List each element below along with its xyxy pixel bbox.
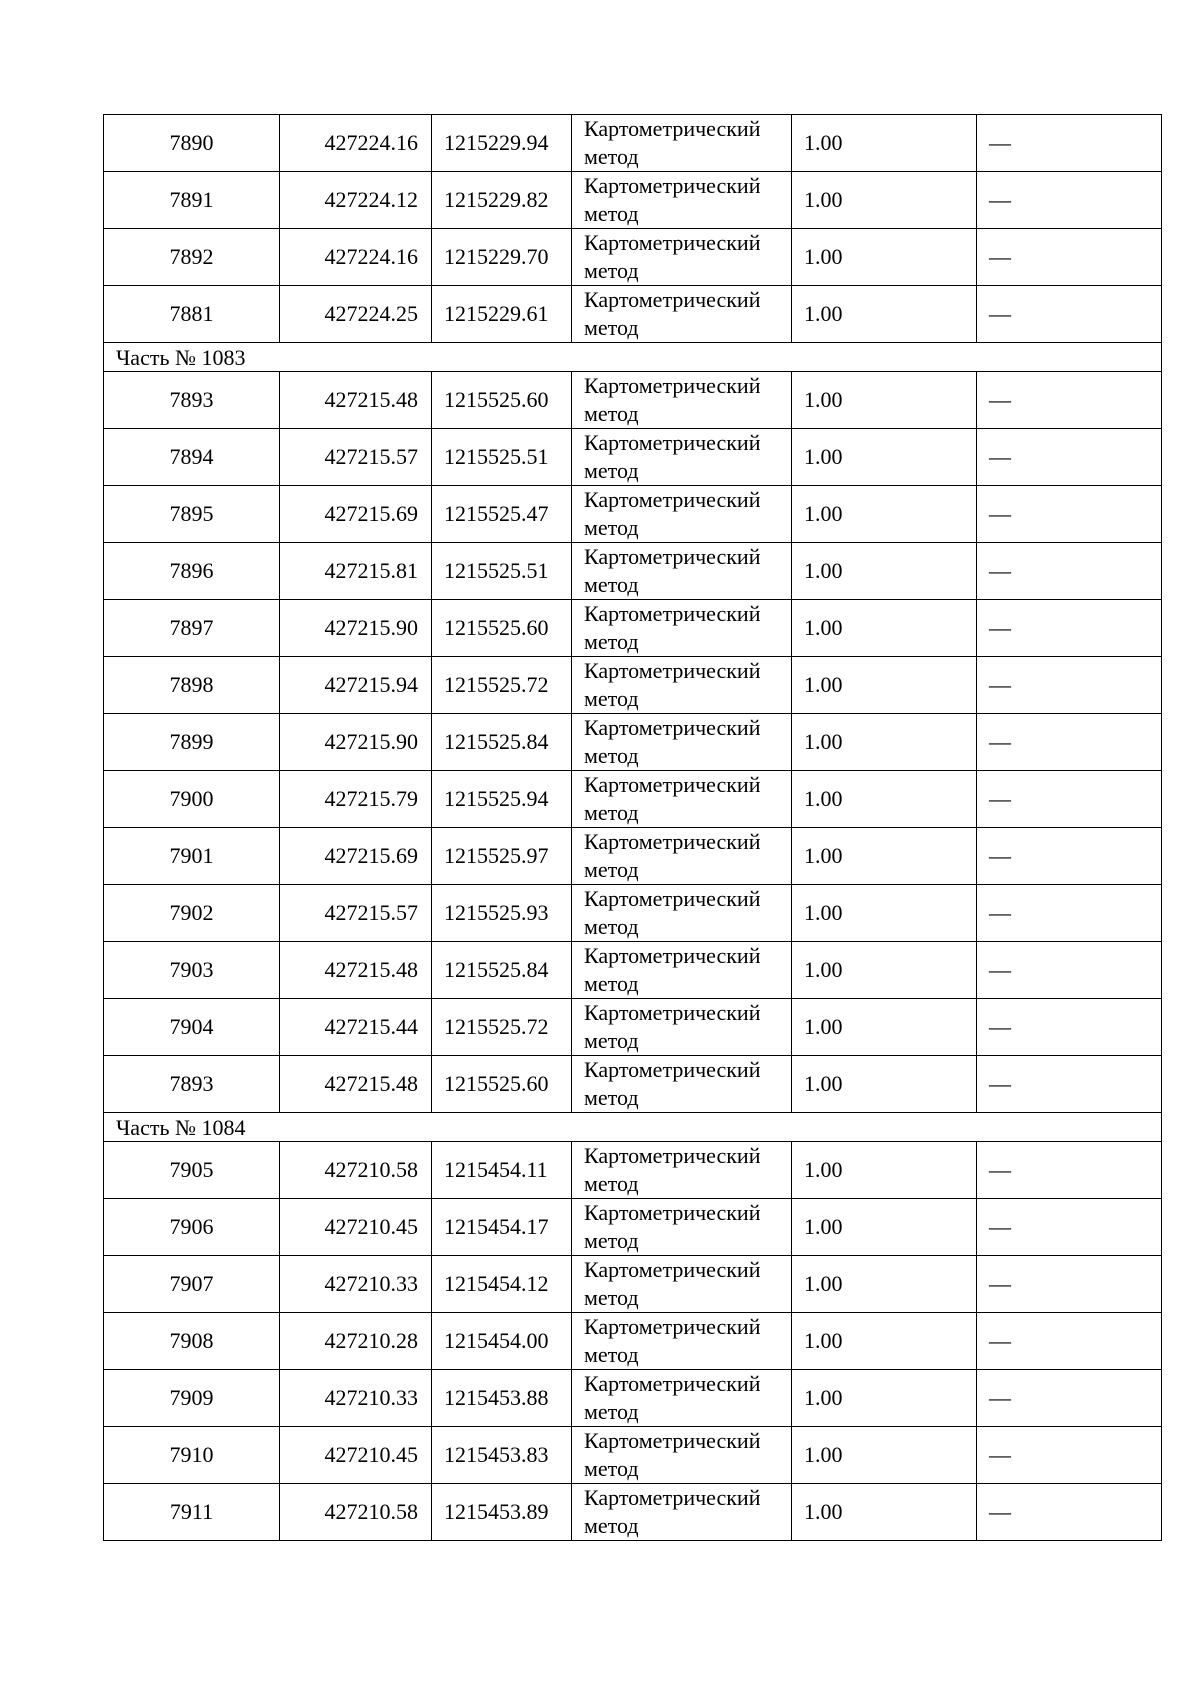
method-text-line2: метод <box>584 515 639 540</box>
accuracy-cell: 1.00 <box>792 1313 977 1370</box>
method-text-line1: Картометрический <box>584 430 761 455</box>
y-coordinate-cell: 1215525.97 <box>432 828 572 885</box>
note-cell: — <box>977 1199 1162 1256</box>
method-text-line2: метод <box>584 458 639 483</box>
table-row <box>104 543 1162 600</box>
y-coordinate-cell: 1215525.72 <box>432 999 572 1056</box>
point-number-cell: 7908 <box>104 1313 280 1370</box>
method-cell <box>572 714 792 771</box>
x-coordinate-cell: 427210.58 <box>280 1484 432 1541</box>
x-coordinate-cell: 427224.25 <box>280 286 432 343</box>
method-text-line1: Картометрический <box>584 715 761 740</box>
y-coordinate-cell: 1215525.84 <box>432 714 572 771</box>
method-text-line1: Картометрический <box>584 1000 761 1025</box>
x-coordinate-cell: 427210.28 <box>280 1313 432 1370</box>
point-number-cell: 7901 <box>104 828 280 885</box>
method-text-line1: Картометрический <box>584 230 761 255</box>
accuracy-cell: 1.00 <box>792 828 977 885</box>
x-coordinate-cell: 427210.58 <box>280 1142 432 1199</box>
method-text-line1: Картометрический <box>584 886 761 911</box>
note-cell: — <box>977 771 1162 828</box>
method-text-line2: метод <box>584 1171 639 1196</box>
method-cell <box>572 1370 792 1427</box>
table-row <box>104 942 1162 999</box>
x-coordinate-cell: 427210.45 <box>280 1199 432 1256</box>
x-coordinate-cell: 427215.90 <box>280 600 432 657</box>
y-coordinate-cell: 1215453.83 <box>432 1427 572 1484</box>
note-cell: — <box>977 600 1162 657</box>
method-cell <box>572 771 792 828</box>
table-row <box>104 372 1162 429</box>
x-coordinate-cell: 427215.57 <box>280 429 432 486</box>
point-number-cell: 7895 <box>104 486 280 543</box>
method-text-line1: Картометрический <box>584 116 761 141</box>
y-coordinate-cell: 1215525.60 <box>432 1056 572 1113</box>
y-coordinate-cell: 1215525.72 <box>432 657 572 714</box>
method-cell <box>572 543 792 600</box>
method-cell <box>572 1256 792 1313</box>
note-cell: — <box>977 486 1162 543</box>
point-number-cell: 7903 <box>104 942 280 999</box>
note-cell: — <box>977 1142 1162 1199</box>
method-text-line2: метод <box>584 1028 639 1053</box>
method-cell <box>572 429 792 486</box>
note-cell: — <box>977 372 1162 429</box>
method-text-line1: Картометрический <box>584 487 761 512</box>
method-cell <box>572 172 792 229</box>
method-text-line1: Картометрический <box>584 601 761 626</box>
y-coordinate-cell: 1215229.94 <box>432 115 572 172</box>
point-number-cell: 7900 <box>104 771 280 828</box>
note-cell: — <box>977 942 1162 999</box>
y-coordinate-cell: 1215525.60 <box>432 600 572 657</box>
note-cell: — <box>977 714 1162 771</box>
table-row <box>104 885 1162 942</box>
x-coordinate-cell: 427215.69 <box>280 828 432 885</box>
y-coordinate-cell: 1215229.70 <box>432 229 572 286</box>
point-number-cell: 7905 <box>104 1142 280 1199</box>
x-coordinate-cell: 427224.12 <box>280 172 432 229</box>
part-label: Часть № 1083 <box>104 343 1162 372</box>
point-number-cell: 7904 <box>104 999 280 1056</box>
x-coordinate-cell: 427224.16 <box>280 229 432 286</box>
table-row <box>104 771 1162 828</box>
table-row <box>104 172 1162 229</box>
y-coordinate-cell: 1215454.17 <box>432 1199 572 1256</box>
x-coordinate-cell: 427215.48 <box>280 1056 432 1113</box>
method-text-line2: метод <box>584 914 639 939</box>
table-row <box>104 999 1162 1056</box>
method-text-line1: Картометрический <box>584 1200 761 1225</box>
note-cell: — <box>977 1427 1162 1484</box>
method-text-line2: метод <box>584 1399 639 1424</box>
method-text-line2: метод <box>584 743 639 768</box>
point-number-cell: 7909 <box>104 1370 280 1427</box>
method-cell <box>572 999 792 1056</box>
method-text-line2: метод <box>584 800 639 825</box>
x-coordinate-cell: 427215.48 <box>280 942 432 999</box>
point-number-cell: 7890 <box>104 115 280 172</box>
x-coordinate-cell: 427215.79 <box>280 771 432 828</box>
table-row <box>104 1484 1162 1541</box>
point-number-cell: 7896 <box>104 543 280 600</box>
method-text-line2: метод <box>584 1228 639 1253</box>
coordinates-table <box>103 114 1162 1541</box>
point-number-cell: 7907 <box>104 1256 280 1313</box>
method-text-line2: метод <box>584 401 639 426</box>
method-text-line1: Картометрический <box>584 658 761 683</box>
note-cell: — <box>977 1056 1162 1113</box>
point-number-cell: 7897 <box>104 600 280 657</box>
note-cell: — <box>977 999 1162 1056</box>
method-text-line1: Картометрический <box>584 1143 761 1168</box>
note-cell: — <box>977 115 1162 172</box>
method-text-line1: Картометрический <box>584 173 761 198</box>
method-cell <box>572 1056 792 1113</box>
method-text-line1: Картометрический <box>584 1057 761 1082</box>
table-row <box>104 115 1162 172</box>
method-cell <box>572 229 792 286</box>
note-cell: — <box>977 229 1162 286</box>
table-row <box>104 1256 1162 1313</box>
accuracy-cell: 1.00 <box>792 1056 977 1113</box>
table-row <box>104 1199 1162 1256</box>
accuracy-cell: 1.00 <box>792 1142 977 1199</box>
x-coordinate-cell: 427215.48 <box>280 372 432 429</box>
accuracy-cell: 1.00 <box>792 486 977 543</box>
point-number-cell: 7891 <box>104 172 280 229</box>
x-coordinate-cell: 427215.81 <box>280 543 432 600</box>
note-cell: — <box>977 429 1162 486</box>
accuracy-cell: 1.00 <box>792 942 977 999</box>
note-cell: — <box>977 1370 1162 1427</box>
accuracy-cell: 1.00 <box>792 429 977 486</box>
method-cell <box>572 828 792 885</box>
point-number-cell: 7893 <box>104 1056 280 1113</box>
method-text-line1: Картометрический <box>584 1371 761 1396</box>
note-cell: — <box>977 657 1162 714</box>
note-cell: — <box>977 885 1162 942</box>
accuracy-cell: 1.00 <box>792 657 977 714</box>
note-cell: — <box>977 1256 1162 1313</box>
y-coordinate-cell: 1215525.51 <box>432 429 572 486</box>
method-cell <box>572 942 792 999</box>
y-coordinate-cell: 1215525.51 <box>432 543 572 600</box>
table-row <box>104 828 1162 885</box>
method-text-line2: метод <box>584 572 639 597</box>
point-number-cell: 7899 <box>104 714 280 771</box>
y-coordinate-cell: 1215453.88 <box>432 1370 572 1427</box>
accuracy-cell: 1.00 <box>792 885 977 942</box>
table-row <box>104 1056 1162 1113</box>
method-text-line2: метод <box>584 258 639 283</box>
method-text-line1: Картометрический <box>584 287 761 312</box>
point-number-cell: 7910 <box>104 1427 280 1484</box>
method-text-line2: метод <box>584 201 639 226</box>
table-row <box>104 1313 1162 1370</box>
y-coordinate-cell: 1215525.84 <box>432 942 572 999</box>
method-cell <box>572 885 792 942</box>
y-coordinate-cell: 1215525.94 <box>432 771 572 828</box>
accuracy-cell: 1.00 <box>792 543 977 600</box>
y-coordinate-cell: 1215454.00 <box>432 1313 572 1370</box>
accuracy-cell: 1.00 <box>792 1370 977 1427</box>
method-text-line2: метод <box>584 144 639 169</box>
method-cell <box>572 1427 792 1484</box>
table-row <box>104 1427 1162 1484</box>
method-cell <box>572 486 792 543</box>
table-row <box>104 286 1162 343</box>
point-number-cell: 7902 <box>104 885 280 942</box>
accuracy-cell: 1.00 <box>792 229 977 286</box>
x-coordinate-cell: 427224.16 <box>280 115 432 172</box>
x-coordinate-cell: 427215.57 <box>280 885 432 942</box>
accuracy-cell: 1.00 <box>792 286 977 343</box>
y-coordinate-cell: 1215454.12 <box>432 1256 572 1313</box>
accuracy-cell: 1.00 <box>792 714 977 771</box>
table-row <box>104 486 1162 543</box>
accuracy-cell: 1.00 <box>792 1427 977 1484</box>
method-text-line2: метод <box>584 315 639 340</box>
method-cell <box>572 600 792 657</box>
accuracy-cell: 1.00 <box>792 771 977 828</box>
table-body <box>104 115 1162 1541</box>
method-text-line1: Картометрический <box>584 772 761 797</box>
accuracy-cell: 1.00 <box>792 600 977 657</box>
x-coordinate-cell: 427215.69 <box>280 486 432 543</box>
method-text-line1: Картометрический <box>584 829 761 854</box>
method-text-line2: метод <box>584 1456 639 1481</box>
table-row <box>104 1370 1162 1427</box>
accuracy-cell: 1.00 <box>792 1199 977 1256</box>
point-number-cell: 7892 <box>104 229 280 286</box>
table-row <box>104 600 1162 657</box>
y-coordinate-cell: 1215525.93 <box>432 885 572 942</box>
table-row <box>104 429 1162 486</box>
method-text-line1: Картометрический <box>584 1314 761 1339</box>
point-number-cell: 7906 <box>104 1199 280 1256</box>
part-header-row <box>104 343 1162 372</box>
method-cell <box>572 657 792 714</box>
method-text-line2: метод <box>584 629 639 654</box>
method-text-line1: Картометрический <box>584 544 761 569</box>
accuracy-cell: 1.00 <box>792 999 977 1056</box>
table-row <box>104 657 1162 714</box>
accuracy-cell: 1.00 <box>792 1256 977 1313</box>
note-cell: — <box>977 1484 1162 1541</box>
method-text-line1: Картометрический <box>584 373 761 398</box>
y-coordinate-cell: 1215454.11 <box>432 1142 572 1199</box>
method-text-line2: метод <box>584 971 639 996</box>
x-coordinate-cell: 427210.33 <box>280 1256 432 1313</box>
part-label: Часть № 1084 <box>104 1113 1162 1142</box>
part-header-row <box>104 1113 1162 1142</box>
method-text-line2: метод <box>584 1285 639 1310</box>
method-cell <box>572 286 792 343</box>
point-number-cell: 7881 <box>104 286 280 343</box>
method-text-line1: Картометрический <box>584 1485 761 1510</box>
note-cell: — <box>977 172 1162 229</box>
method-text-line1: Картометрический <box>584 943 761 968</box>
method-text-line1: Картометрический <box>584 1257 761 1282</box>
point-number-cell: 7893 <box>104 372 280 429</box>
method-cell <box>572 1199 792 1256</box>
accuracy-cell: 1.00 <box>792 115 977 172</box>
accuracy-cell: 1.00 <box>792 172 977 229</box>
point-number-cell: 7898 <box>104 657 280 714</box>
method-cell <box>572 372 792 429</box>
method-cell <box>572 1484 792 1541</box>
method-cell <box>572 1313 792 1370</box>
method-text-line1: Картометрический <box>584 1428 761 1453</box>
point-number-cell: 7911 <box>104 1484 280 1541</box>
y-coordinate-cell: 1215525.60 <box>432 372 572 429</box>
method-text-line2: метод <box>584 1342 639 1367</box>
accuracy-cell: 1.00 <box>792 372 977 429</box>
accuracy-cell: 1.00 <box>792 1484 977 1541</box>
note-cell: — <box>977 1313 1162 1370</box>
y-coordinate-cell: 1215525.47 <box>432 486 572 543</box>
y-coordinate-cell: 1215453.89 <box>432 1484 572 1541</box>
y-coordinate-cell: 1215229.61 <box>432 286 572 343</box>
table-row <box>104 229 1162 286</box>
point-number-cell: 7894 <box>104 429 280 486</box>
method-cell <box>572 1142 792 1199</box>
method-cell <box>572 115 792 172</box>
x-coordinate-cell: 427215.90 <box>280 714 432 771</box>
y-coordinate-cell: 1215229.82 <box>432 172 572 229</box>
x-coordinate-cell: 427210.45 <box>280 1427 432 1484</box>
note-cell: — <box>977 543 1162 600</box>
x-coordinate-cell: 427215.94 <box>280 657 432 714</box>
method-text-line2: метод <box>584 857 639 882</box>
x-coordinate-cell: 427215.44 <box>280 999 432 1056</box>
method-text-line2: метод <box>584 1513 639 1538</box>
x-coordinate-cell: 427210.33 <box>280 1370 432 1427</box>
method-text-line2: метод <box>584 1085 639 1110</box>
table-row <box>104 714 1162 771</box>
method-text-line2: метод <box>584 686 639 711</box>
table-row <box>104 1142 1162 1199</box>
note-cell: — <box>977 286 1162 343</box>
note-cell: — <box>977 828 1162 885</box>
